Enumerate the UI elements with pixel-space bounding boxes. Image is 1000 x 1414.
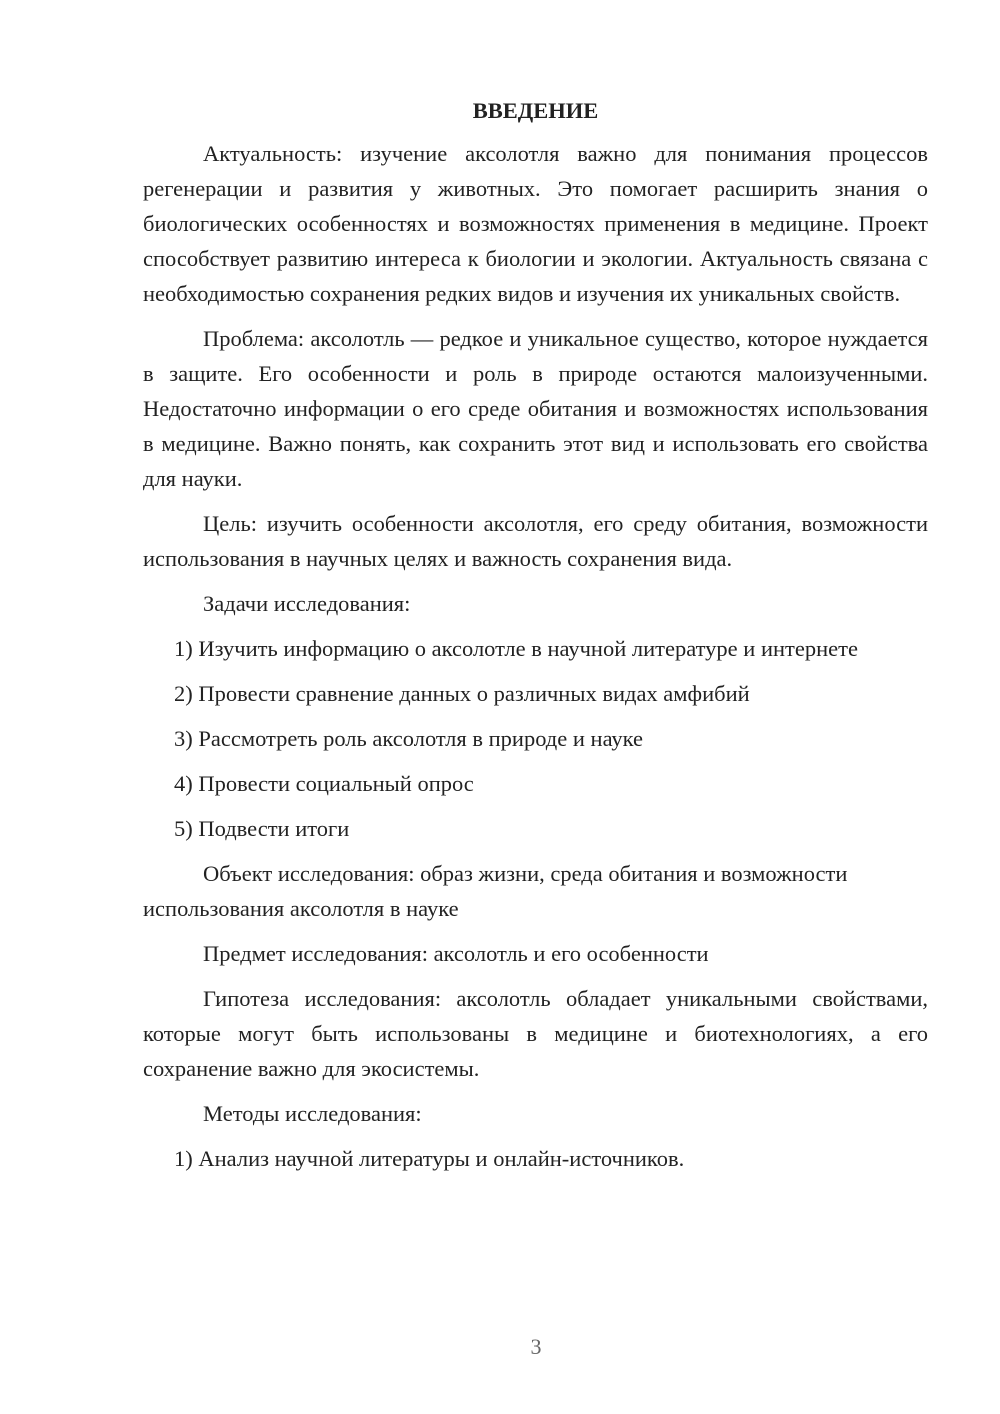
relevance-paragraph: Актуальность: изучение аксолотля важно для понимания процессов регенерации и развития у животных. Это помогает расширить знания о биологических особенностях и возможностях применения в медицине. Проект способствует развитию интереса к биологии и экологии. Актуальность связана с необходимостью сохранения редких видов и изучения их уникальных свойств. — [143, 141, 928, 306]
goal-paragraph: Цель: изучить особенности аксолотля, его среду обитания, возможности использования в научных целях и важность сохранения вида. — [143, 511, 928, 571]
task-item-4: 4) Провести социальный опрос — [174, 771, 474, 796]
object-paragraph: Объект исследования: образ жизни, среда обитания и возможности использования аксолотля в науке — [143, 861, 848, 921]
task-item-5: 5) Подвести итоги — [174, 816, 350, 841]
method-item-1: 1) Анализ научной литературы и онлайн-источников. — [174, 1146, 685, 1171]
methods-heading: Методы исследования: — [203, 1101, 422, 1126]
tasks-heading: Задачи исследования: — [203, 591, 411, 616]
subject-paragraph: Предмет исследования: аксолотль и его особенности — [203, 941, 709, 966]
task-item-3: 3) Рассмотреть роль аксолотля в природе и науке — [174, 726, 644, 751]
task-item-2: 2) Провести сравнение данных о различных видах амфибий — [174, 681, 750, 706]
task-item-1: 1) Изучить информацию о аксолотле в научной литературе и интернете — [174, 636, 858, 661]
page-title: ВВЕДЕНИЕ — [472, 98, 599, 123]
hypothesis-paragraph: Гипотеза исследования: аксолотль обладает уникальными свойствами, которые могут быть использованы в медицине и биотехнологиях, а его сохранение важно для экосистемы. — [143, 986, 928, 1081]
problem-paragraph: Проблема: аксолотль — редкое и уникальное существо, которое нуждается в защите. Его особенности и роль в природе остаются малоизученными. Недостаточно информации о его среде обитания и возможностях использования в медицине. Важно понять, как сохранить этот вид и использовать его свойства для науки. — [143, 326, 928, 491]
document-body — [143, 96, 928, 1176]
page-number: 3 — [530, 1334, 542, 1359]
